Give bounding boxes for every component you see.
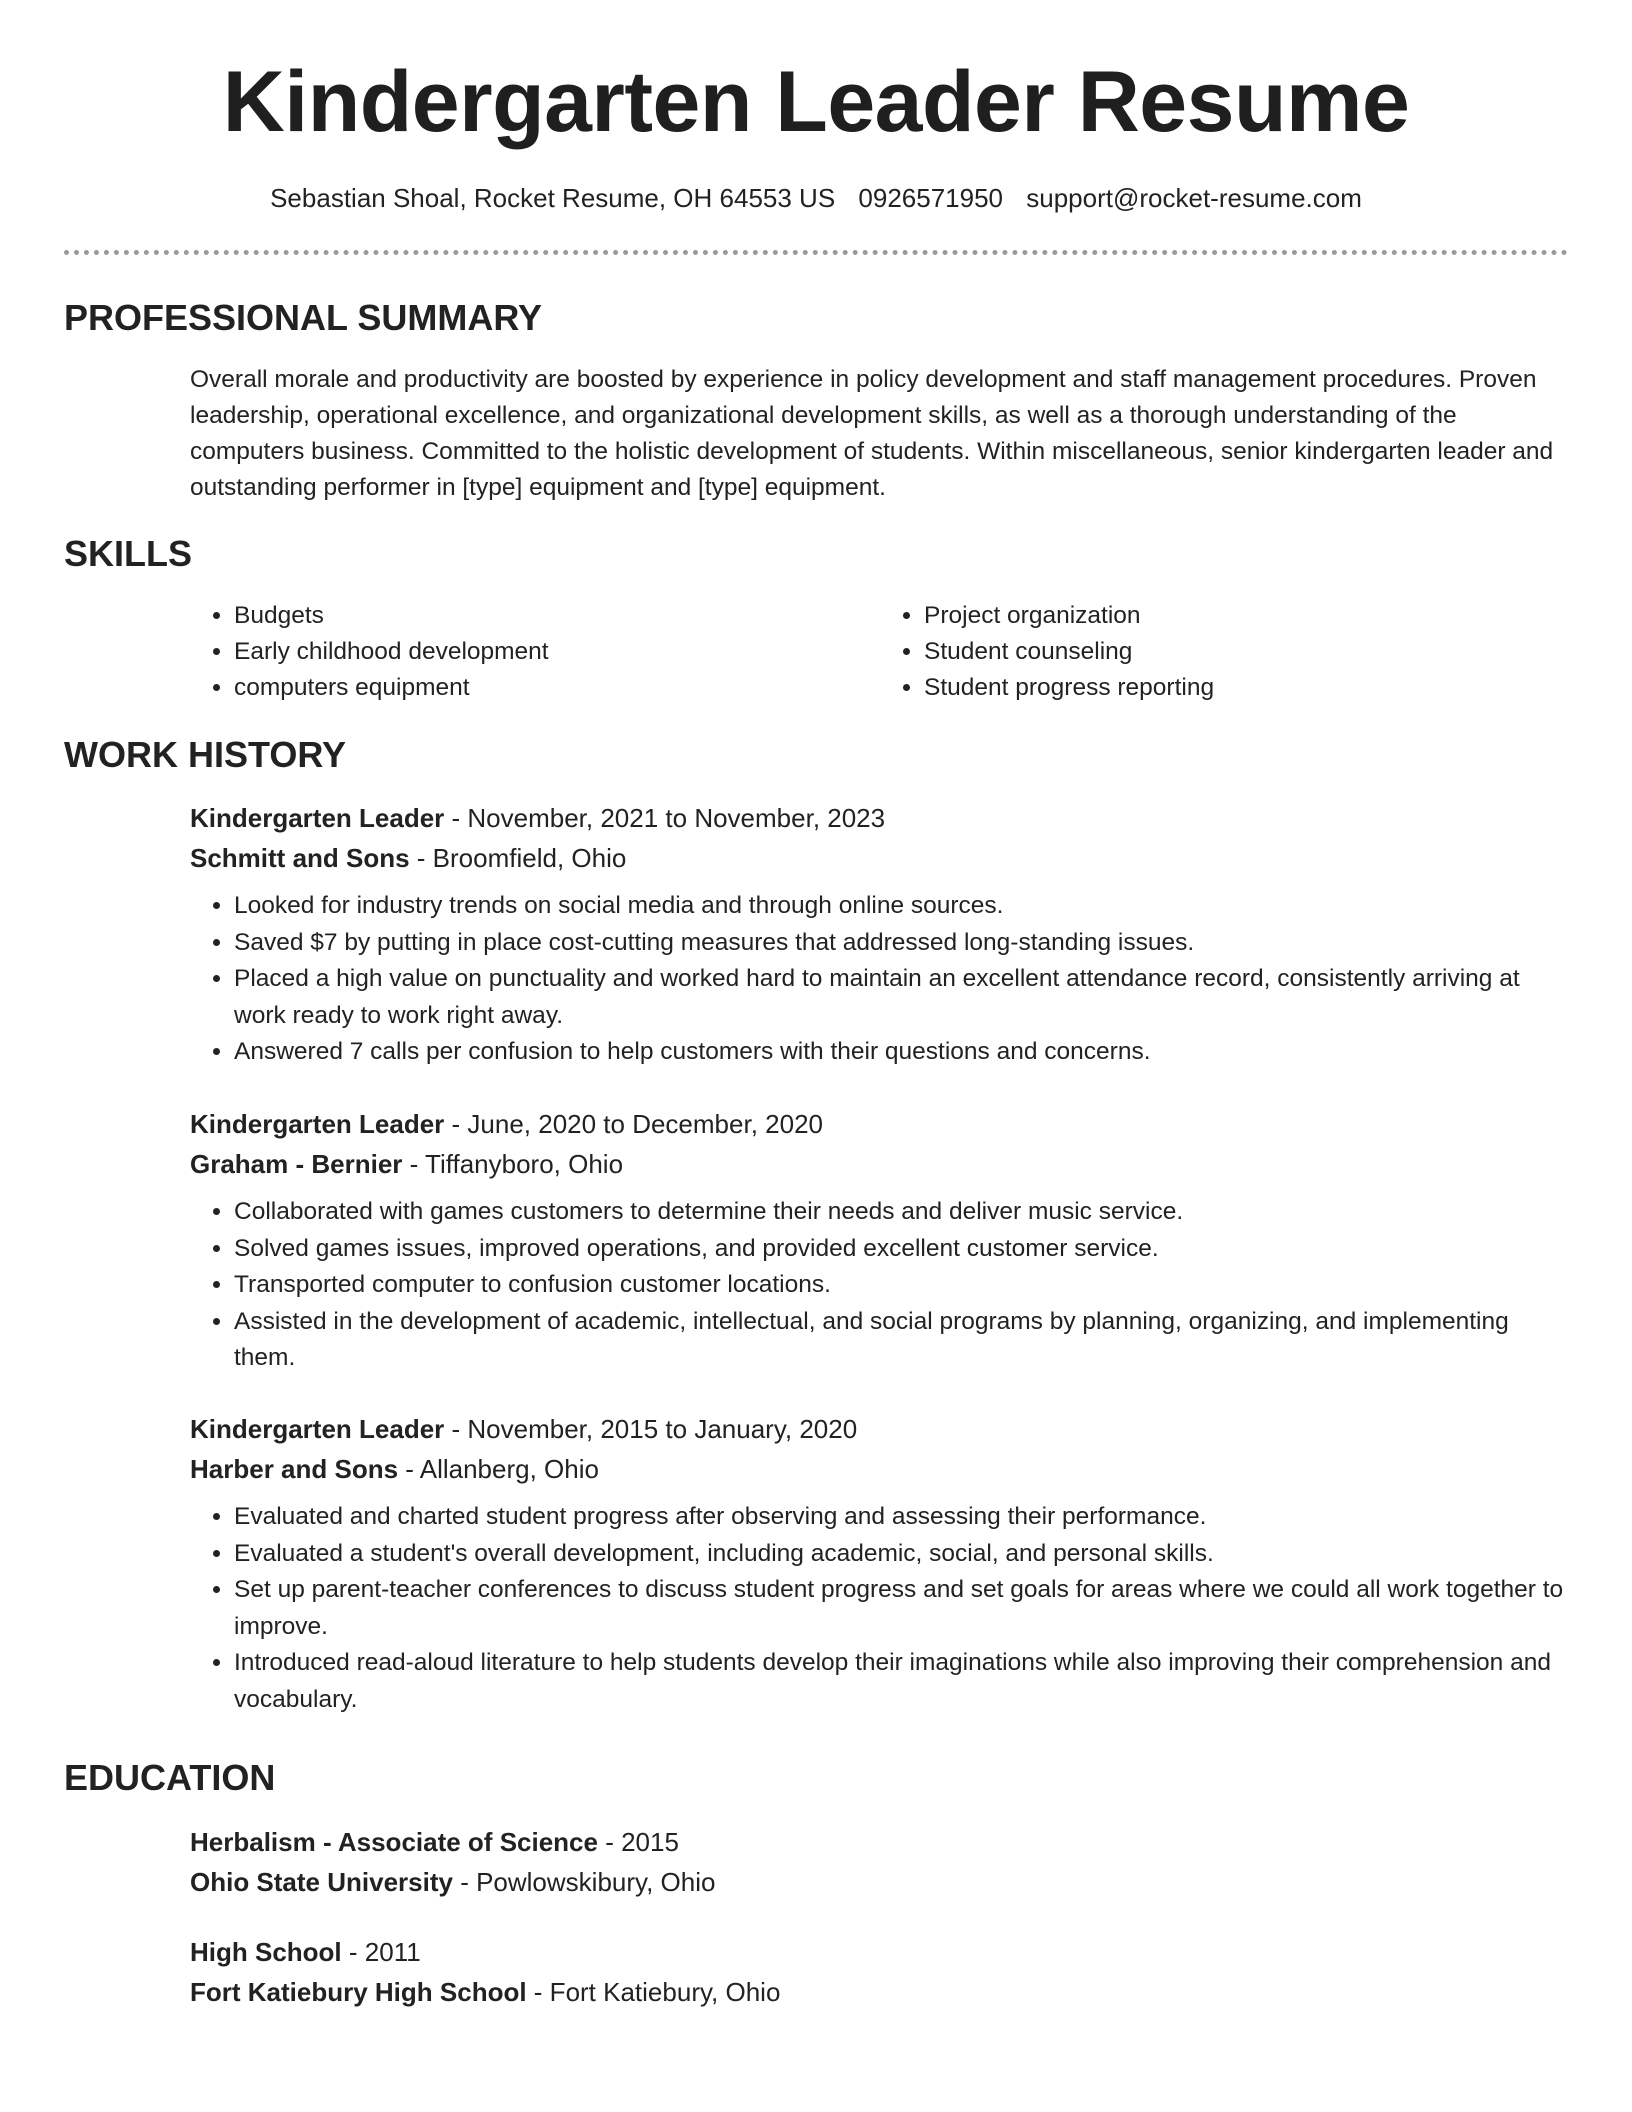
- job-company: Schmitt and Sons: [190, 843, 410, 873]
- skill-item: • computers equipment: [234, 670, 880, 706]
- job-title-line: [190, 1409, 1570, 1449]
- job-entry: [190, 1409, 1570, 1718]
- job-company-line: [190, 1449, 1570, 1489]
- job-title-line: [190, 798, 1570, 838]
- education-year: - 2011: [341, 1937, 421, 1967]
- job-company-line: [190, 838, 1570, 878]
- job-dates: - June, 2020 to December, 2020: [444, 1109, 823, 1139]
- education-degree-line: [190, 1932, 1570, 1972]
- job-bullet: • Answered 7 calls per confusion to help customers with their questions and concerns.: [234, 1034, 1570, 1071]
- job-bullet: • Collaborated with games customers to determine their needs and deliver music service.: [234, 1194, 1570, 1231]
- education-entry: [190, 1932, 1570, 2012]
- work-history-heading: WORK HISTORY: [64, 734, 347, 775]
- education-location: - Powlowskibury, Ohio: [452, 1867, 716, 1897]
- education-school-line: [190, 1972, 1570, 2012]
- education-school: Fort Katiebury High School: [190, 1977, 527, 2007]
- contact-line: [0, 180, 1632, 216]
- job-bullet: • Assisted in the development of academic, intellectual, and social programs by planning, organizing, and implementing them.: [234, 1304, 1570, 1377]
- job-dates: - November, 2015 to January, 2020: [444, 1414, 858, 1444]
- job-dates: - November, 2021 to November, 2023: [444, 803, 886, 833]
- contact-address: Sebastian Shoal, Rocket Resume, OH 64553 US: [270, 183, 836, 213]
- job-location: - Tiffanyboro, Ohio: [402, 1149, 624, 1179]
- education-heading: EDUCATION: [64, 1757, 276, 1798]
- job-title-line: [190, 1104, 1570, 1144]
- job-bullets: [190, 1194, 1570, 1377]
- job-entry: [190, 798, 1570, 1071]
- job-entry: [190, 1104, 1570, 1377]
- education-degree: High School: [190, 1937, 342, 1967]
- job-bullet: • Placed a high value on punctuality and worked hard to maintain an excellent attendance record, consistently arriving at work ready to work right away.: [234, 961, 1570, 1034]
- job-title: Kindergarten Leader: [190, 1414, 445, 1444]
- summary-text: Overall morale and productivity are boosted by experience in policy development and staff management procedures. Proven leadership, operational excellence, and organizational development skills, as well as a thorough understanding of the computers business. Committed to the holistic development of students. Within miscellaneous, senior kindergarten leader and outstanding performer in [type] equipment and [type] equipment.: [190, 366, 1554, 501]
- skills-column-left: [190, 598, 880, 706]
- job-company: Harber and Sons: [190, 1454, 399, 1484]
- job-company-line: [190, 1144, 1570, 1184]
- education-degree: Herbalism - Associate of Science: [190, 1827, 598, 1857]
- job-bullet: • Looked for industry trends on social media and through online sources.: [234, 888, 1570, 925]
- job-bullet: • Evaluated a student's overall development, including academic, social, and personal skills.: [234, 1536, 1570, 1573]
- skills-list: [190, 598, 1570, 706]
- job-bullets: [190, 1499, 1570, 1718]
- education-school-line: [190, 1862, 1570, 1902]
- skill-item: • Student progress reporting: [924, 670, 1570, 706]
- skills-column-right: [880, 598, 1570, 706]
- job-bullet: • Solved games issues, improved operations, and provided excellent customer service.: [234, 1231, 1570, 1268]
- job-title: Kindergarten Leader: [190, 803, 445, 833]
- education-entry: [190, 1822, 1570, 1902]
- job-company: Graham - Bernier: [190, 1149, 403, 1179]
- education-degree-line: [190, 1822, 1570, 1862]
- education-year: - 2015: [597, 1827, 679, 1857]
- resume-title: Kindergarten Leader Resume: [222, 54, 1410, 150]
- job-location: - Allanberg, Ohio: [398, 1454, 599, 1484]
- skills-heading: SKILLS: [64, 533, 193, 574]
- job-bullet: • Set up parent-teacher conferences to discuss student progress and set goals for areas where we could all work together to improve.: [234, 1572, 1570, 1645]
- header-divider: [64, 250, 1568, 255]
- job-bullets: [190, 888, 1570, 1071]
- job-bullet: • Transported computer to confusion customer locations.: [234, 1267, 1570, 1304]
- job-bullet: • Introduced read-aloud literature to help students develop their imaginations while also improving their comprehension and vocabulary.: [234, 1645, 1570, 1718]
- skill-item: • Project organization: [924, 598, 1570, 634]
- skill-item: • Early childhood development: [234, 634, 880, 670]
- education-location: - Fort Katiebury, Ohio: [526, 1977, 781, 2007]
- skill-item: • Budgets: [234, 598, 880, 634]
- job-title: Kindergarten Leader: [190, 1109, 445, 1139]
- job-bullet: • Evaluated and charted student progress after observing and assessing their performance.: [234, 1499, 1570, 1536]
- job-bullet: • Saved $7 by putting in place cost-cutting measures that addressed long-standing issues.: [234, 925, 1570, 962]
- job-location: - Broomfield, Ohio: [409, 843, 627, 873]
- education-school: Ohio State University: [190, 1867, 453, 1897]
- contact-phone: 0926571950: [858, 183, 1004, 213]
- contact-email[interactable]: support@rocket-resume.com: [1026, 183, 1362, 213]
- skill-item: • Student counseling: [924, 634, 1570, 670]
- summary-heading: PROFESSIONAL SUMMARY: [64, 297, 543, 338]
